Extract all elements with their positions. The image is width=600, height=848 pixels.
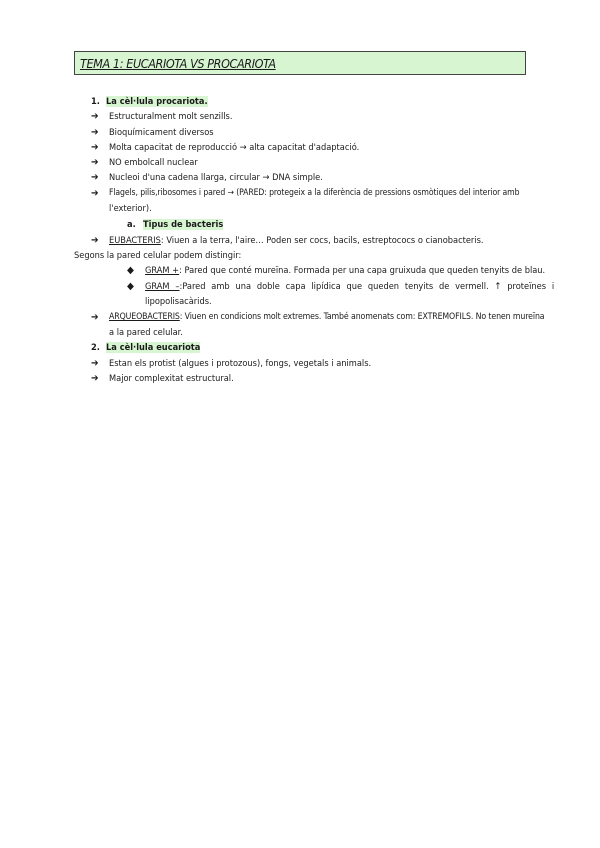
arrow-right-icon: ➔ xyxy=(91,142,99,153)
arrow-right-icon: ➔ xyxy=(91,358,99,369)
arqueobacteris-term: ARQUEOBACTERIS xyxy=(109,312,180,322)
bullet-text: Estan els protist (algues i protozous), fongs, vegetals i animals. xyxy=(109,358,372,369)
gram-negative-term: GRAM – xyxy=(145,281,180,292)
diamond-icon: ◆ xyxy=(127,265,134,276)
arrow-right-icon: ➔ xyxy=(91,157,99,168)
arqueobacteris-line xyxy=(109,312,544,323)
section-1-heading: La cèl·lula procariota. xyxy=(106,96,208,107)
bullet-text: NO embolcall nuclear xyxy=(109,157,198,168)
bullet-text: Estructuralment molt senzills. xyxy=(109,111,233,122)
gram-negative-continued: lipopolisacàrids. xyxy=(145,296,212,307)
arrow-right-icon: ➔ xyxy=(91,188,99,199)
section-2-number: 2. xyxy=(91,342,100,353)
bullet-text-continued: l'exterior). xyxy=(109,203,152,214)
gram-negative-text: :Pared amb una doble capa lipídica que queden tenyits de vermell. ↑ proteïnes i xyxy=(179,281,555,292)
bullet-text: Bioquímicament diversos xyxy=(109,127,214,138)
gram-positive-term: GRAM + xyxy=(145,265,180,276)
arqueobacteris-text: : Viuen en condicions molt extremes. També anomenats com: EXTREMOFILS. No tenen mureïna xyxy=(179,312,545,322)
section-1-number: 1. xyxy=(91,96,100,107)
bullet-text: Major complexitat estructural. xyxy=(109,373,234,384)
arrow-right-icon: ➔ xyxy=(91,127,99,138)
arrow-right-icon: ➔ xyxy=(91,373,99,384)
subsection-a-heading: Tipus de bacteris xyxy=(143,219,224,230)
title-box xyxy=(74,51,526,75)
eubacteris-line xyxy=(109,235,484,246)
page-title: TEMA 1: EUCARIOTA VS PROCARIOTA xyxy=(80,56,276,71)
section-2-heading: La cèl·lula eucariota xyxy=(106,342,201,353)
gram-positive-text: : Pared que conté mureïna. Formada per una capa gruixuda que queden tenyits de blau. xyxy=(179,265,546,276)
segons-line: Segons la pared celular podem distingir: xyxy=(74,250,242,261)
gram-positive-line xyxy=(145,265,545,276)
arrow-right-icon: ➔ xyxy=(91,235,99,246)
arqueobacteris-continued: a la pared celular. xyxy=(109,327,183,338)
bullet-text: Molta capacitat de reproducció → alta capacitat d'adaptació. xyxy=(109,142,360,153)
bullet-text: Nucleoi d'una cadena llarga, circular → DNA simple. xyxy=(109,172,323,183)
bullet-text: Flagels, pilis,ribosomes i pared → (PARED: protegeix a la diferència de pressions osmòtiques del interior amb xyxy=(109,188,520,198)
eubacteris-term: EUBACTERIS xyxy=(109,235,161,246)
arrow-right-icon: ➔ xyxy=(91,111,99,122)
gram-negative-line xyxy=(145,281,554,292)
arrow-right-icon: ➔ xyxy=(91,172,99,183)
eubacteris-text: : Viuen a la terra, l'aire… Poden ser cocs, bacils, estreptococs o cianobacteris. xyxy=(160,235,484,246)
diamond-icon: ◆ xyxy=(127,281,134,292)
subsection-a-letter: a. xyxy=(127,219,136,230)
arrow-right-icon: ➔ xyxy=(91,312,99,323)
